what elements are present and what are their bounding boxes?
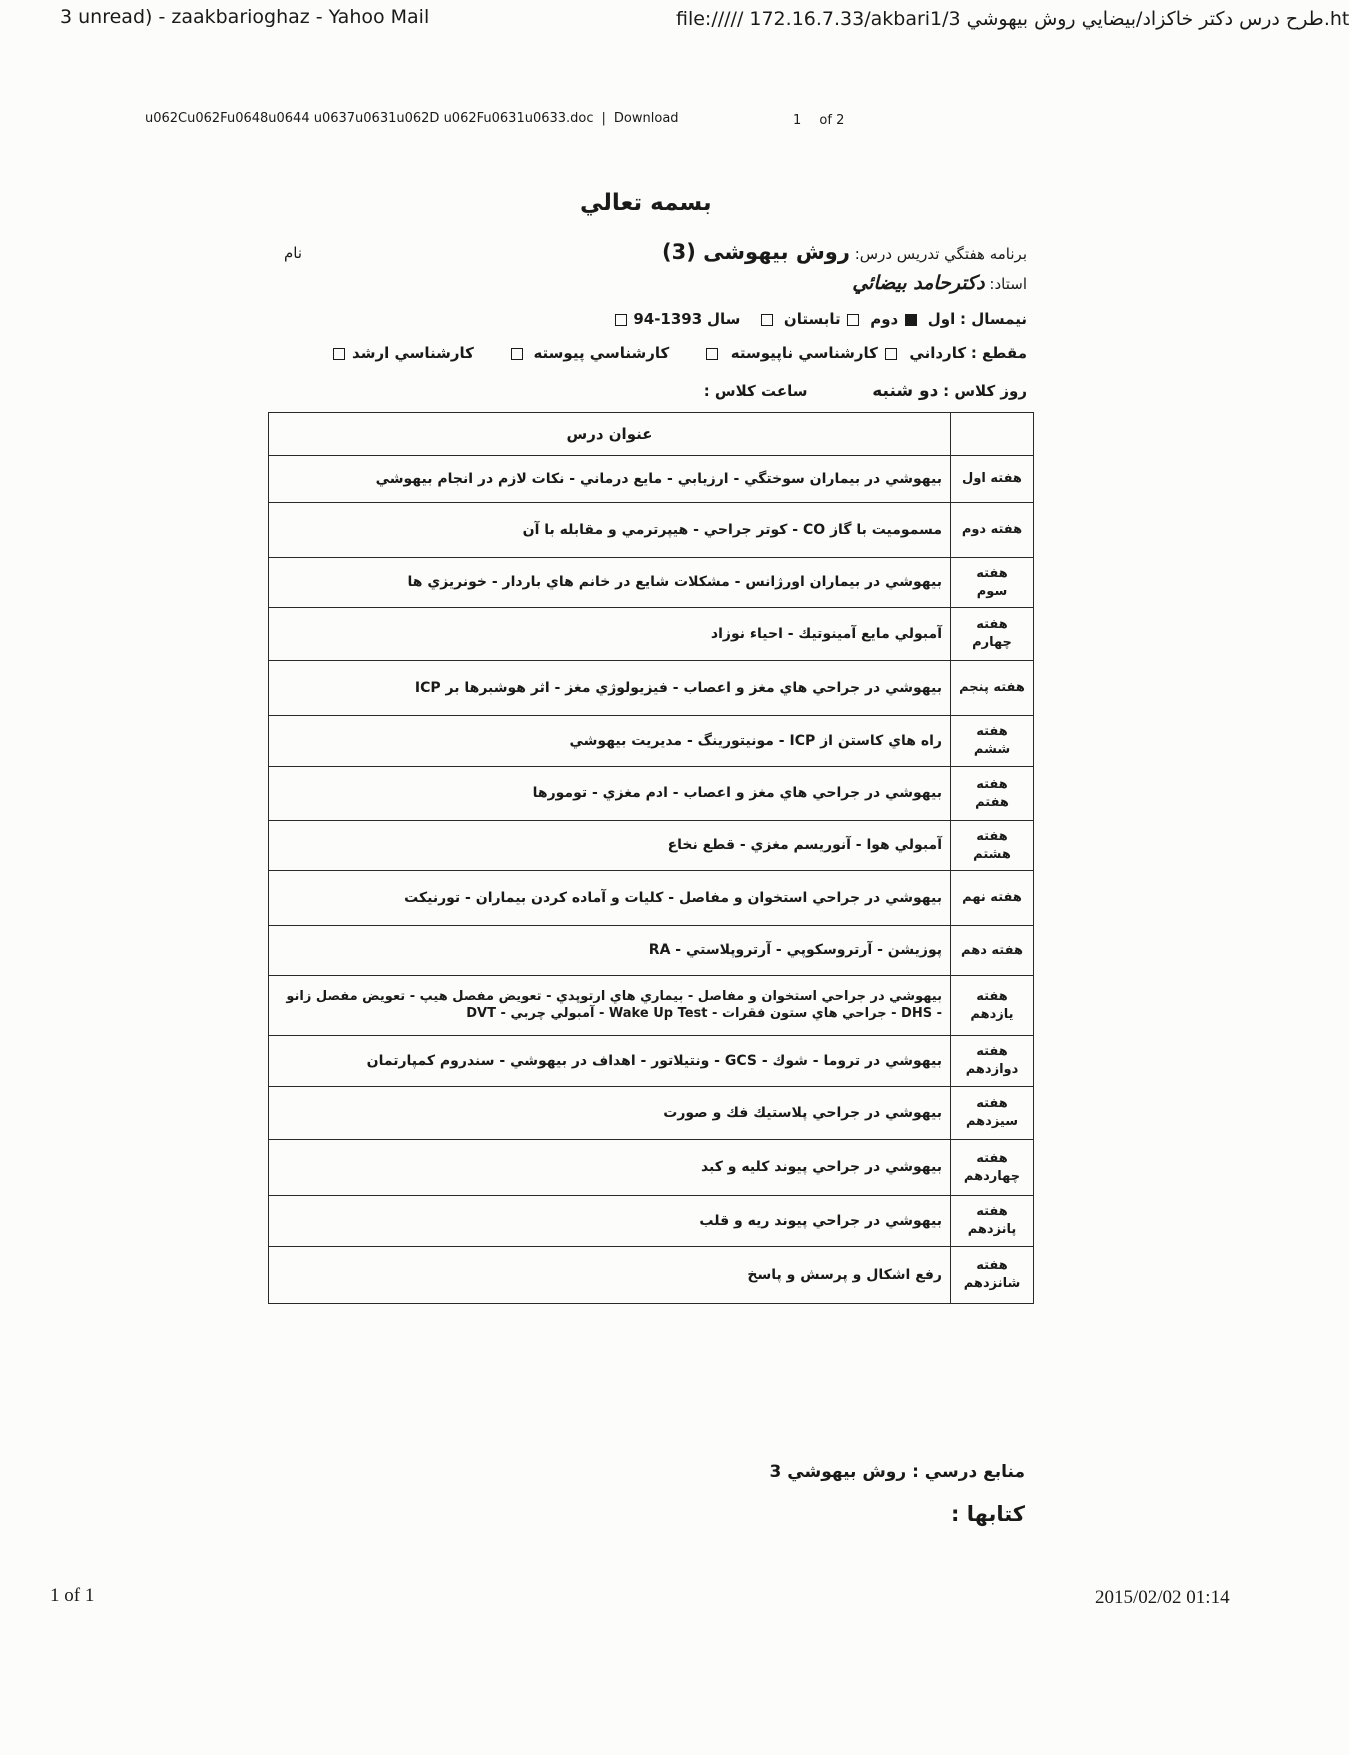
table-row <box>269 503 1034 558</box>
sources-label: منابع درسي : <box>912 1462 1025 1482</box>
year-checkbox[interactable] <box>615 314 627 326</box>
week-cell: هفته شانزدهم <box>951 1247 1034 1304</box>
print-page-count: 1 of 1 <box>50 1585 95 1606</box>
week-column-header <box>951 413 1034 456</box>
table-row <box>269 716 1034 767</box>
week-cell: هفته ششم <box>951 716 1034 767</box>
topic-cell: بيهوشي در جراحي هاي مغز و اعصاب - فيزيولوژي مغز - اثر هوشبرها بر ICP <box>269 661 951 716</box>
level-line <box>331 344 1027 362</box>
level-master-checkbox[interactable] <box>333 348 345 360</box>
topic-cell: مسموميت با گاز CO - كوتر جراحي - هيپرترمي و مقابله با آن <box>269 503 951 558</box>
semester-second: دوم <box>870 310 899 328</box>
week-cell: هفته دوازدهم <box>951 1036 1034 1087</box>
topic-cell: بيهوشي در جراحي پلاستيك فك و صورت <box>269 1087 951 1140</box>
week-cell: هفته يازدهم <box>951 976 1034 1036</box>
semester-summer: تابستان <box>783 310 841 328</box>
topic-cell: آمبولي هوا - آنوريسم مغزي - قطع نخاع <box>269 821 951 871</box>
week-cell: هفته پانزدهم <box>951 1196 1034 1247</box>
class-day-value: دو شنبه <box>872 381 939 401</box>
week-cell: هفته پنجم <box>951 661 1034 716</box>
semester-summer-checkbox[interactable] <box>761 314 773 326</box>
week-cell: هفته دهم <box>951 926 1034 976</box>
sources-line <box>770 1462 1025 1482</box>
course-line <box>662 240 1027 264</box>
level-bachelor-cont: كارشناسي پيوسته <box>533 344 670 362</box>
sources-value: روش بيهوشي 3 <box>769 1462 907 1482</box>
print-datetime: 2015/02/02 01:14 <box>1095 1587 1230 1608</box>
week-cell: هفته هشتم <box>951 821 1034 871</box>
page-number: 1 <box>793 113 802 128</box>
schedule-table <box>268 412 1034 1304</box>
browser-url: file:///// 172.16.7.33/akbari1/3 طرح درس دكتر خاكزاد/بيضايي روش بيهوشي.ht <box>676 8 1349 30</box>
topic-cell: بيهوشي در جراحي استخوان و مفاصل - كليات و آماده كردن بيماران - تورنيكت <box>269 871 951 926</box>
semester-label: نيمسال : <box>960 310 1027 328</box>
viewer-bar <box>145 111 679 126</box>
schedule-body <box>269 456 1034 1304</box>
name-label: نام <box>284 244 303 262</box>
week-cell: هفته چهارم <box>951 608 1034 661</box>
topic-cell: راه هاي كاستن از ICP - مونيتورينگ - مديريت بيهوشي <box>269 716 951 767</box>
topic-cell: بيهوشي در جراحي پيوند ريه و قلب <box>269 1196 951 1247</box>
week-cell: هفته سوم <box>951 558 1034 608</box>
topic-cell: پوزيشن - آرتروسكوپي - آرتروپلاستي - RA <box>269 926 951 976</box>
teacher-name: دكترحامد بيضائي <box>852 272 985 294</box>
table-row <box>269 821 1034 871</box>
class-day-line <box>704 381 1027 401</box>
table-row <box>269 767 1034 821</box>
level-label: مقطع : <box>970 344 1027 362</box>
document-filename: u062Cu062Fu0648u0644 u0637u0631u062D u062Fu0631u0633.doc <box>145 111 594 126</box>
week-cell: هفته هفتم <box>951 767 1034 821</box>
year-label: سال <box>706 310 741 328</box>
download-link[interactable]: Download <box>613 111 679 126</box>
table-row <box>269 976 1034 1036</box>
topic-cell: بيهوشي در بيماران سوختگي - ارزيابي - مايع درماني - نكات لازم در انجام بيهوشي <box>269 456 951 503</box>
class-time-label: ساعت كلاس : <box>703 382 808 400</box>
course-title: روش بيهوشی (3) <box>661 240 850 264</box>
week-cell: هفته چهاردهم <box>951 1140 1034 1196</box>
topic-cell: بيهوشي در بيماران اورژانس - مشكلات شايع در خانم هاي باردار - خونريزي ها <box>269 558 951 608</box>
semester-first-checkbox[interactable] <box>905 314 917 326</box>
week-cell: هفته دوم <box>951 503 1034 558</box>
teacher-label: استاد: <box>989 275 1027 293</box>
week-cell: هفته اول <box>951 456 1034 503</box>
semester-line <box>613 310 1027 328</box>
table-row <box>269 1087 1034 1140</box>
table-row <box>269 558 1034 608</box>
table-row <box>269 661 1034 716</box>
week-cell: هفته نهم <box>951 871 1034 926</box>
page-counter <box>793 113 844 128</box>
teacher-line <box>852 272 1027 294</box>
topic-cell: بيهوشي در جراحي هاي مغز و اعصاب - ادم مغزي - تومورها <box>269 767 951 821</box>
browser-title: 3 unread) - zaakbarioghaz - Yahoo Mail <box>60 6 430 28</box>
table-row <box>269 926 1034 976</box>
level-bachelor: كارشناسي ناپيوسته <box>730 344 878 362</box>
program-label: برنامه هفتگي تدريس درس: <box>854 245 1027 263</box>
doc-heading: بسمه تعالي <box>580 190 712 216</box>
week-cell: هفته سيزدهم <box>951 1087 1034 1140</box>
topic-cell: رفع اشكال و پرسش و پاسخ <box>269 1247 951 1304</box>
table-row <box>269 608 1034 661</box>
topic-cell: آمبولي مايع آمينوتيك - احياء نوزاد <box>269 608 951 661</box>
table-row <box>269 1036 1034 1087</box>
level-associate-checkbox[interactable] <box>885 348 897 360</box>
table-row <box>269 871 1034 926</box>
table-row <box>269 1196 1034 1247</box>
table-row <box>269 1247 1034 1304</box>
level-bachelor-cont-checkbox[interactable] <box>511 348 523 360</box>
semester-first: اول <box>927 310 956 328</box>
year-value: 1393-94 <box>633 310 703 328</box>
viewer-separator: | <box>601 111 606 126</box>
level-associate: كارداني <box>909 344 967 362</box>
books-label: كتابها : <box>950 1502 1025 1526</box>
level-bachelor-checkbox[interactable] <box>706 348 718 360</box>
table-row <box>269 456 1034 503</box>
topic-cell: بيهوشي در جراحي استخوان و مفاصل - بيماري هاي ارتوپدي - تعويض مفصل هيپ - تعويض مفصل زانو - DHS - جراحي هاي ستون فقرات - Wake Up Test - آمبولي چربي - DVT <box>269 976 951 1036</box>
class-day-label: روز كلاس : <box>943 382 1027 400</box>
topic-cell: بيهوشي در تروما - شوك - GCS - ونتيلاتور - اهداف در بيهوشي - سندروم كمپارتمان <box>269 1036 951 1087</box>
topic-cell: بيهوشي در جراحي پيوند كليه و كبد <box>269 1140 951 1196</box>
page-total: of 2 <box>819 113 845 128</box>
topic-column-header: عنوان درس <box>269 413 951 456</box>
table-row <box>269 1140 1034 1196</box>
table-header-row <box>269 413 1034 456</box>
semester-second-checkbox[interactable] <box>847 314 859 326</box>
level-master: كارشناسي ارشد <box>352 344 474 362</box>
